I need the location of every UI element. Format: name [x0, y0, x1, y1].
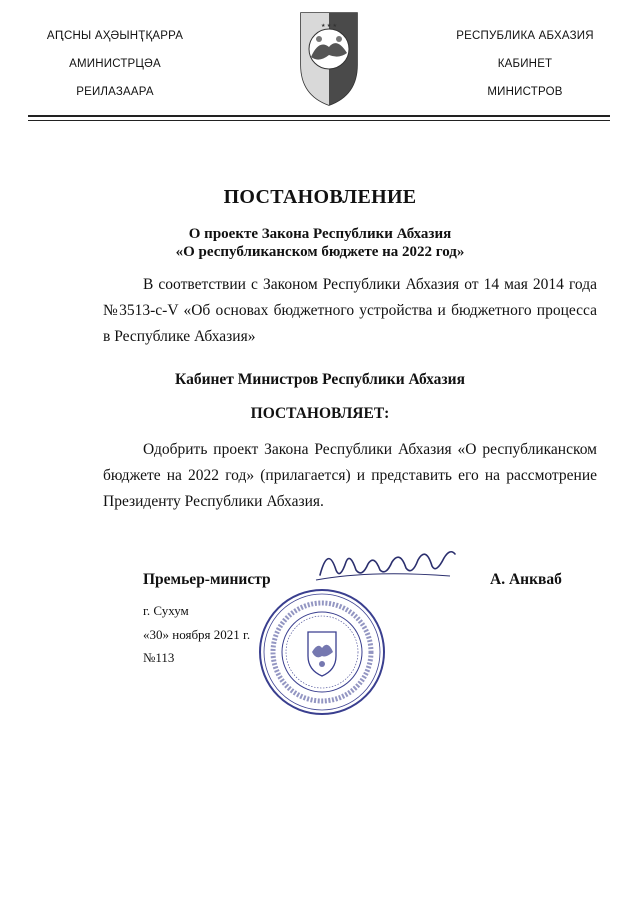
coat-of-arms-emblem: [297, 9, 361, 107]
preamble-paragraph: В соответствии с Законом Республики Абхазия от 14 мая 2014 года №3513-с-V «Об основах бюджетного устройства и бюджетного процесса в Республике Абхазия»: [103, 276, 597, 345]
subtitle-line-2: «О республиканском бюджете на 2022 год»: [175, 244, 465, 260]
resolution-paragraph: Одобрить проект Закона Республики Абхазия «О республиканском бюджете на 2022 год» (прилагается) и представить его на рассмотрение Президенту Республики Абхазия.: [103, 441, 597, 510]
document-subtitle: [0, 225, 640, 261]
header-left-line-3: РЕИЛАЗААРА: [76, 86, 154, 98]
header-left-abkhaz: [20, 22, 210, 106]
header-right-line-2: КАБИНЕТ: [497, 58, 553, 70]
document-date: «30» ноября 2021 г.: [143, 627, 251, 642]
signatory-name: А. Анкваб: [490, 571, 562, 588]
subtitle-line-1: О проекте Закона Республики Абхазия: [188, 226, 452, 242]
header-divider-thick: [28, 115, 610, 117]
document-title: ПОСТАНОВЛЕНИЕ: [223, 186, 417, 208]
issuing-body: Кабинет Министров Республики Абхазия: [175, 371, 465, 388]
header-right-line-1: РЕСПУБЛИКА АБХАЗИЯ: [456, 30, 594, 42]
official-seal-stamp: [256, 586, 388, 718]
document-city: г. Сухум: [143, 603, 189, 618]
header-left-line-1: АԤСНЫ АҲӘЫНҬҚАРРА: [46, 30, 184, 42]
svg-text:★ ★ ★: ★ ★ ★: [321, 24, 337, 29]
header-right-russian: [430, 22, 620, 106]
header-right-line-3: МИНИСТРОВ: [487, 86, 563, 98]
resolves-heading: ПОСТАНОВЛЯЕТ:: [250, 405, 390, 422]
header-divider-thin: [28, 120, 610, 121]
signatory-position: Премьер-министр: [143, 571, 271, 588]
document-number: №113: [143, 650, 175, 665]
handwritten-signature: [310, 540, 460, 590]
header-left-line-2: АМИНИСТРЦӘА: [69, 58, 161, 70]
